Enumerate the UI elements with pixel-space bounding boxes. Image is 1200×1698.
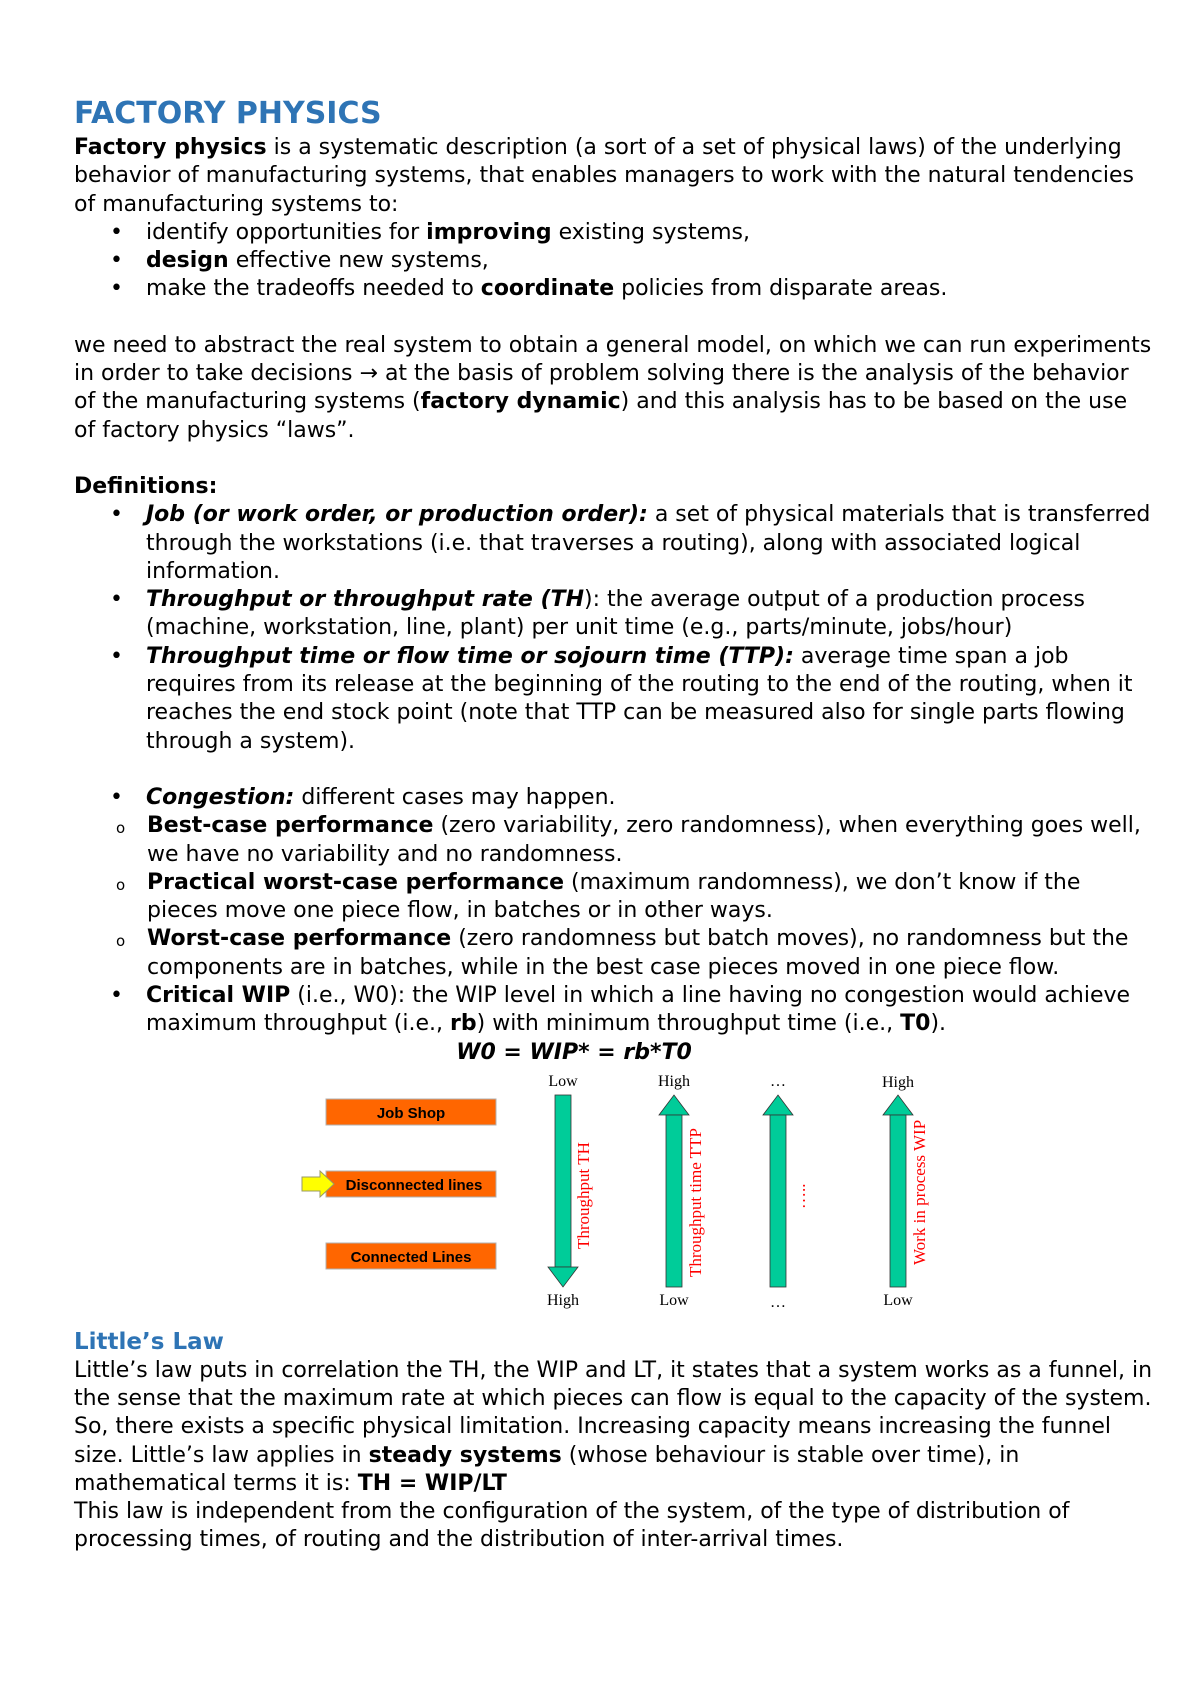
littles-law-heading: Little’s Law — [74, 1328, 224, 1355]
definition-text: a set of physical materials that is transferred through the workstations (i.e. that traverses a routing), along with associated logical information. — [146, 502, 1151, 584]
arrow-label: ….. — [790, 1183, 809, 1209]
spacer — [74, 756, 1154, 784]
list-item — [74, 219, 1154, 247]
critical-wip-term: Critical WIP — [146, 983, 291, 1009]
arrow-up-icon — [763, 1095, 793, 1115]
littles-law-text: (whose behaviour is stable over time), in mathematical terms it is: — [74, 1442, 1020, 1496]
box-label: Disconnected lines — [345, 1176, 483, 1194]
box-label: Job Shop — [376, 1104, 446, 1122]
definition-text: average time span a job requires from its release at the beginning of the routing to the end of the routing, when it reaches the end stock point (note that TTP can be measured also for single parts flowing through a system). — [146, 643, 1133, 754]
arrow-up-icon — [883, 1095, 913, 1115]
goal-text: effective new systems, — [228, 248, 489, 274]
box-label: Connected Lines — [350, 1248, 472, 1266]
list-item — [74, 247, 1154, 275]
case-text: (maximum randomness), we don’t know if the pieces move one piece flow, in batches or in other ways. — [147, 869, 1081, 924]
congestion-text: different cases may happen. — [294, 784, 616, 810]
arrow-bottom-label: Low — [659, 1291, 689, 1309]
spacer — [74, 304, 1154, 332]
definitions-heading: Definitions: — [74, 473, 218, 499]
goal-keyword: improving — [426, 219, 552, 245]
case-term: Best-case performance — [147, 813, 434, 839]
case-term: Practical worst-case performance — [147, 869, 565, 895]
definition-term: Throughput or throughput rate (TH — [146, 587, 584, 613]
line-type-figure — [74, 1071, 1154, 1321]
congestion-list — [74, 784, 1154, 1039]
congestion-term: Congestion: — [146, 784, 295, 810]
abstract-text: ) and this analysis has to be based on the use of factory physics “laws”. — [74, 389, 1128, 443]
arrow-top-label: … — [770, 1072, 786, 1090]
goal-text: existing systems, — [551, 219, 750, 245]
spacer — [74, 445, 1154, 473]
arrow-shaft — [890, 1115, 906, 1287]
arrow-top-label: High — [882, 1073, 914, 1091]
figure-svg — [74, 1071, 1154, 1321]
abstract-keyword: factory dynamic — [420, 389, 621, 415]
arrow-label: Work in process WIP — [910, 1119, 929, 1265]
intro-text: is a systematic description (a sort of a set of physical laws) of the underlying behavior of manufacturing systems, that enables managers to work with the natural tendencies of manufacturing systems to: — [74, 135, 1134, 217]
critical-wip-text: ). — [930, 1011, 947, 1037]
abstract-text: we need to abstract the real system to obtain a general model, on which we can run experiments in order to take decisions → at the basis of problem solving there is the analysis of the behavior of the manufacturing systems ( — [74, 332, 1152, 415]
list-item — [74, 784, 1154, 982]
page-title: FACTORY PHYSICS — [74, 96, 382, 131]
littles-law-paragraph-2: This law is independent from the configuration of the system, of the type of distribution of processing times, of routing and the distribution of inter-arrival times. — [74, 1499, 1070, 1553]
case-text: (zero variability, zero randomness), when everything goes well, we have no variability and no randomness. — [147, 813, 1141, 867]
critical-wip-t0: T0 — [900, 1011, 931, 1037]
critical-wip-formula: W0 = WIP* = rb*T0 — [456, 1039, 692, 1065]
arrow-down-icon — [548, 1267, 578, 1287]
list-item — [74, 925, 1154, 982]
list-item — [74, 275, 1154, 303]
list-item — [74, 812, 1154, 869]
goal-text: identify opportunities for — [146, 219, 427, 245]
list-item — [74, 501, 1154, 586]
littles-law-formula: TH = WIP/LT — [357, 1470, 507, 1496]
intro-paragraph — [74, 134, 1154, 219]
arrow-label: Throughput TH — [574, 1141, 593, 1249]
arrow-label: Throughput time TTP — [686, 1127, 705, 1277]
list-item — [74, 982, 1154, 1039]
arrow-up-icon — [659, 1095, 689, 1115]
list-item — [74, 586, 1154, 643]
arrow-top-label: Low — [548, 1072, 578, 1090]
littles-law-text: Little’s law puts in correlation the TH, the WIP and LT, it states that a system works as a funnel, in the sense that the maximum rate at which pieces can flow is equal to the capacity of the system. So, there exists a specific physical limitation. Increasing capacity means increasing the funnel size. Little’s law applies in — [74, 1357, 1153, 1468]
congestion-cases — [74, 812, 1154, 982]
definition-term: Job (or work order, or production order): — [146, 502, 648, 528]
goal-keyword: coordinate — [480, 276, 615, 302]
arrow-bottom-label: High — [547, 1291, 579, 1309]
littles-law-paragraph — [74, 1357, 1154, 1498]
arrow-bottom-label: Low — [883, 1291, 913, 1309]
arrow-shaft — [770, 1115, 786, 1287]
definitions-list — [74, 501, 1154, 756]
abstract-paragraph — [74, 332, 1154, 445]
littles-law-keyword: steady systems — [368, 1442, 562, 1468]
critical-wip-text: (i.e., W0): the WIP level in which a line having no congestion would achieve maximum throughput (i.e., — [146, 983, 1131, 1037]
document-page — [74, 96, 1154, 1555]
arrow-top-label: High — [658, 1072, 690, 1090]
case-term: Worst-case performance — [147, 926, 452, 952]
critical-wip-rb: rb — [450, 1011, 477, 1037]
list-item — [74, 869, 1154, 926]
arrow-shaft — [555, 1095, 571, 1267]
list-item — [74, 643, 1154, 756]
definition-term: Throughput time or flow time or sojourn time (TTP): — [146, 643, 794, 669]
case-text: (zero randomness but batch moves), no randomness but the components are in batches, while in the best case pieces moved in one piece flow. — [147, 926, 1129, 980]
arrow-bottom-label: … — [770, 1293, 786, 1311]
goals-list — [74, 219, 1154, 304]
goal-text: make the tradeoffs needed to — [146, 276, 481, 302]
definition-text: ): the average output of a production process (machine, workstation, line, plant) per unit time (e.g., parts/minute, jobs/hour) — [146, 587, 1086, 641]
goal-text: policies from disparate areas. — [614, 276, 948, 302]
intro-term: Factory physics — [74, 135, 267, 160]
critical-wip-text: ) with minimum throughput time (i.e., — [476, 1011, 901, 1037]
arrow-shaft — [666, 1115, 682, 1287]
goal-keyword: design — [146, 248, 229, 274]
